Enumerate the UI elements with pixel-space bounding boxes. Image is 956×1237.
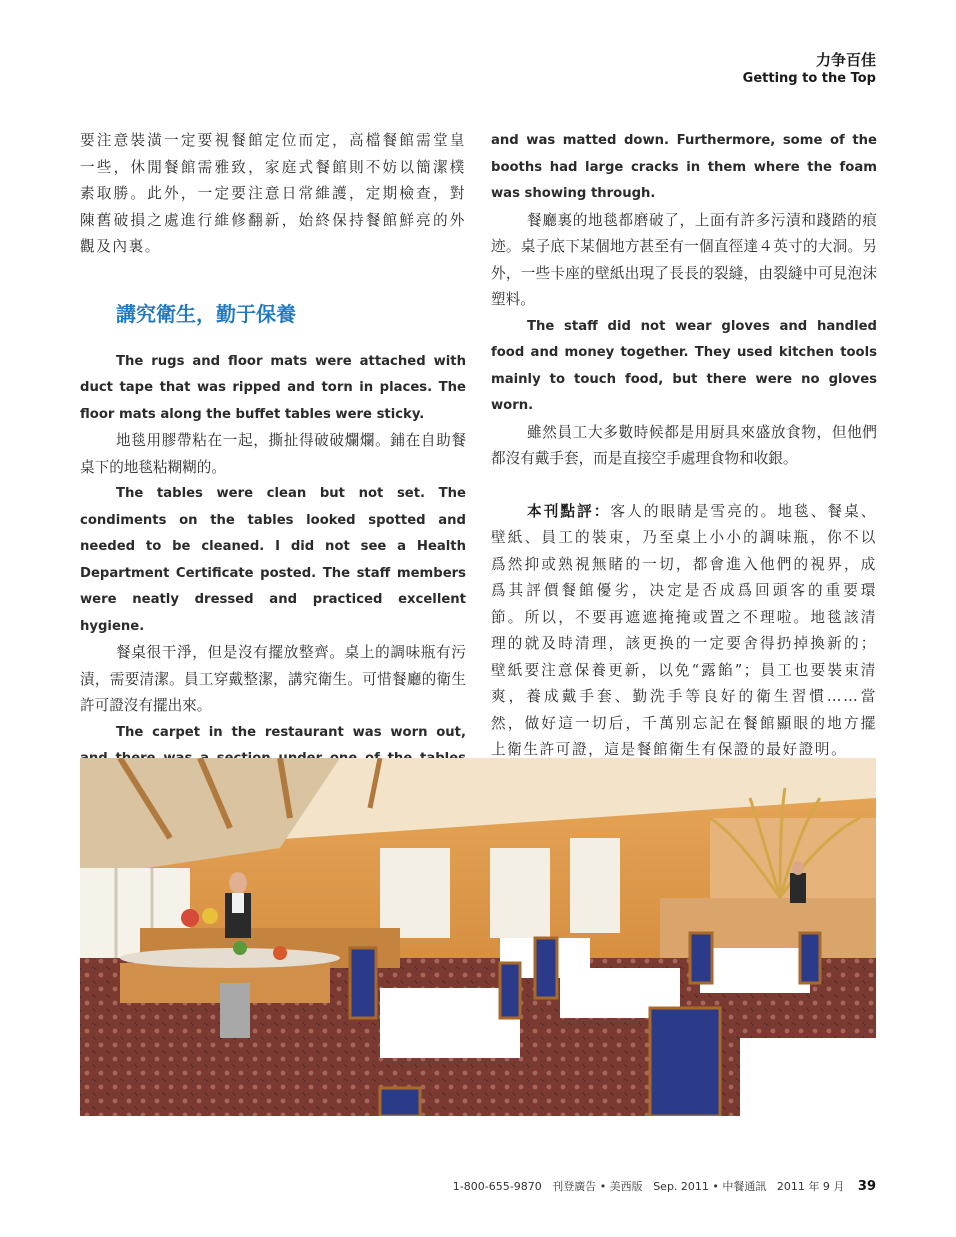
- paragraph-staff-en: The staff did not wear gloves and handled food and money together. They used kitchen tools mainly to touch food, but there were no gloves worn.: [491, 318, 877, 413]
- spacer: [491, 473, 877, 499]
- page-number: 39: [857, 1179, 876, 1194]
- paragraph-carpet-en: The carpet in the restaurant was worn out,: [116, 724, 466, 740]
- header-title-zh: 力争百佳: [815, 51, 876, 69]
- left-column: [80, 128, 466, 826]
- review-label: 本刊點評：: [527, 502, 611, 520]
- paragraph-carpet-en-cont: and was matted down. Furthermore, some of the booths had large cracks in them where the foam was showing through.: [491, 133, 877, 201]
- paragraph-rugs-zh: 地毯用膠帶粘在一起，撕扯得破破爛爛。鋪在自助餐桌下的地毯粘糊糊的。: [80, 432, 466, 476]
- paragraph-tables-en: The tables were clean but not set. The condiments on the tables looked spotted and needed to be cleaned. I did not see a Health Department Certificate posted. The staff members were neatly dressed and practiced excellent hygiene.: [80, 486, 466, 634]
- paragraph-staff-zh: 雖然員工大多數時候都是用厨具來盛放食物，但他們都沒有戴手套，而是直接空手處理食物和收銀。: [491, 423, 877, 467]
- paragraph-tables-zh: 餐桌很干淨，但是沒有擺放整齊。桌上的調味瓶有污漬，需要清潔。員工穿戴整潔，講究衛生。可惜餐廳的衛生許可證沒有擺出來。: [80, 644, 466, 714]
- running-header: [743, 50, 876, 88]
- review-text: 客人的眼睛是雪亮的。地毯、餐桌、壁紙、員工的裝束，乃至桌上小小的調味瓶，你不以爲然抑或熟視無睹的一切，都會進入他們的視界，成爲其評價餐館優劣，决定是否成爲回頭客的重要環節。所以，不要再遮遮掩掩或置之不理啦。地毯該清理的就及時清理，該更换的一定要舍得扔掉換新的；壁紙要注意保養更新，以免“露餡”；員工也要裝束清爽，養成戴手套、勤洗手等良好的衛生習慣……當然，做好這一切后，千萬别忘記在餐館顯眼的地方擺上衛生許可證，這是餐館衛生有保證的最好證明。: [491, 502, 877, 758]
- restaurant-photo: [80, 758, 876, 1116]
- section-heading: 講究衛生，勤于保養: [116, 301, 296, 326]
- footer-phone: 1-800-655-9870: [452, 1180, 542, 1193]
- footer-ad-text: 刊登廣告 • 美西版: [552, 1180, 643, 1193]
- editor-review: [491, 499, 877, 764]
- paragraph-rugs-en: The rugs and floor mats were attached with duct tape that was ripped and torn in places. The floor mats along the buffet tables were sticky.: [80, 353, 466, 422]
- footer-date-en: Sep. 2011: [653, 1180, 709, 1193]
- header-title-en: Getting to the Top: [742, 71, 876, 86]
- right-column: [491, 128, 877, 764]
- page-footer: [453, 1178, 876, 1194]
- restaurant-illustration: [80, 758, 876, 1116]
- footer-date-zh: 2011 年 9 月: [776, 1180, 845, 1193]
- intro-paragraph-zh: 要注意裝潢一定要視餐館定位而定，高檔餐館需堂皇一些，休閒餐館需雅致，家庭式餐館則不妨以簡潔樸素取勝。此外，一定要注意日常維護，定期檢查，對陳舊破損之處進行維修翻新，始終保持餐館鮮亮的外觀及內裏。: [80, 132, 466, 255]
- paragraph-carpet-zh: 餐廳裏的地毯都磨破了，上面有許多污漬和踐踏的痕迹。桌子底下某個地方甚至有一個直徑達４英寸的大洞。另外，一些卡座的壁紙出現了長長的裂縫，由裂縫中可見泡沫塑料。: [491, 211, 877, 308]
- footer-publication: • 中餐通訊: [712, 1180, 767, 1193]
